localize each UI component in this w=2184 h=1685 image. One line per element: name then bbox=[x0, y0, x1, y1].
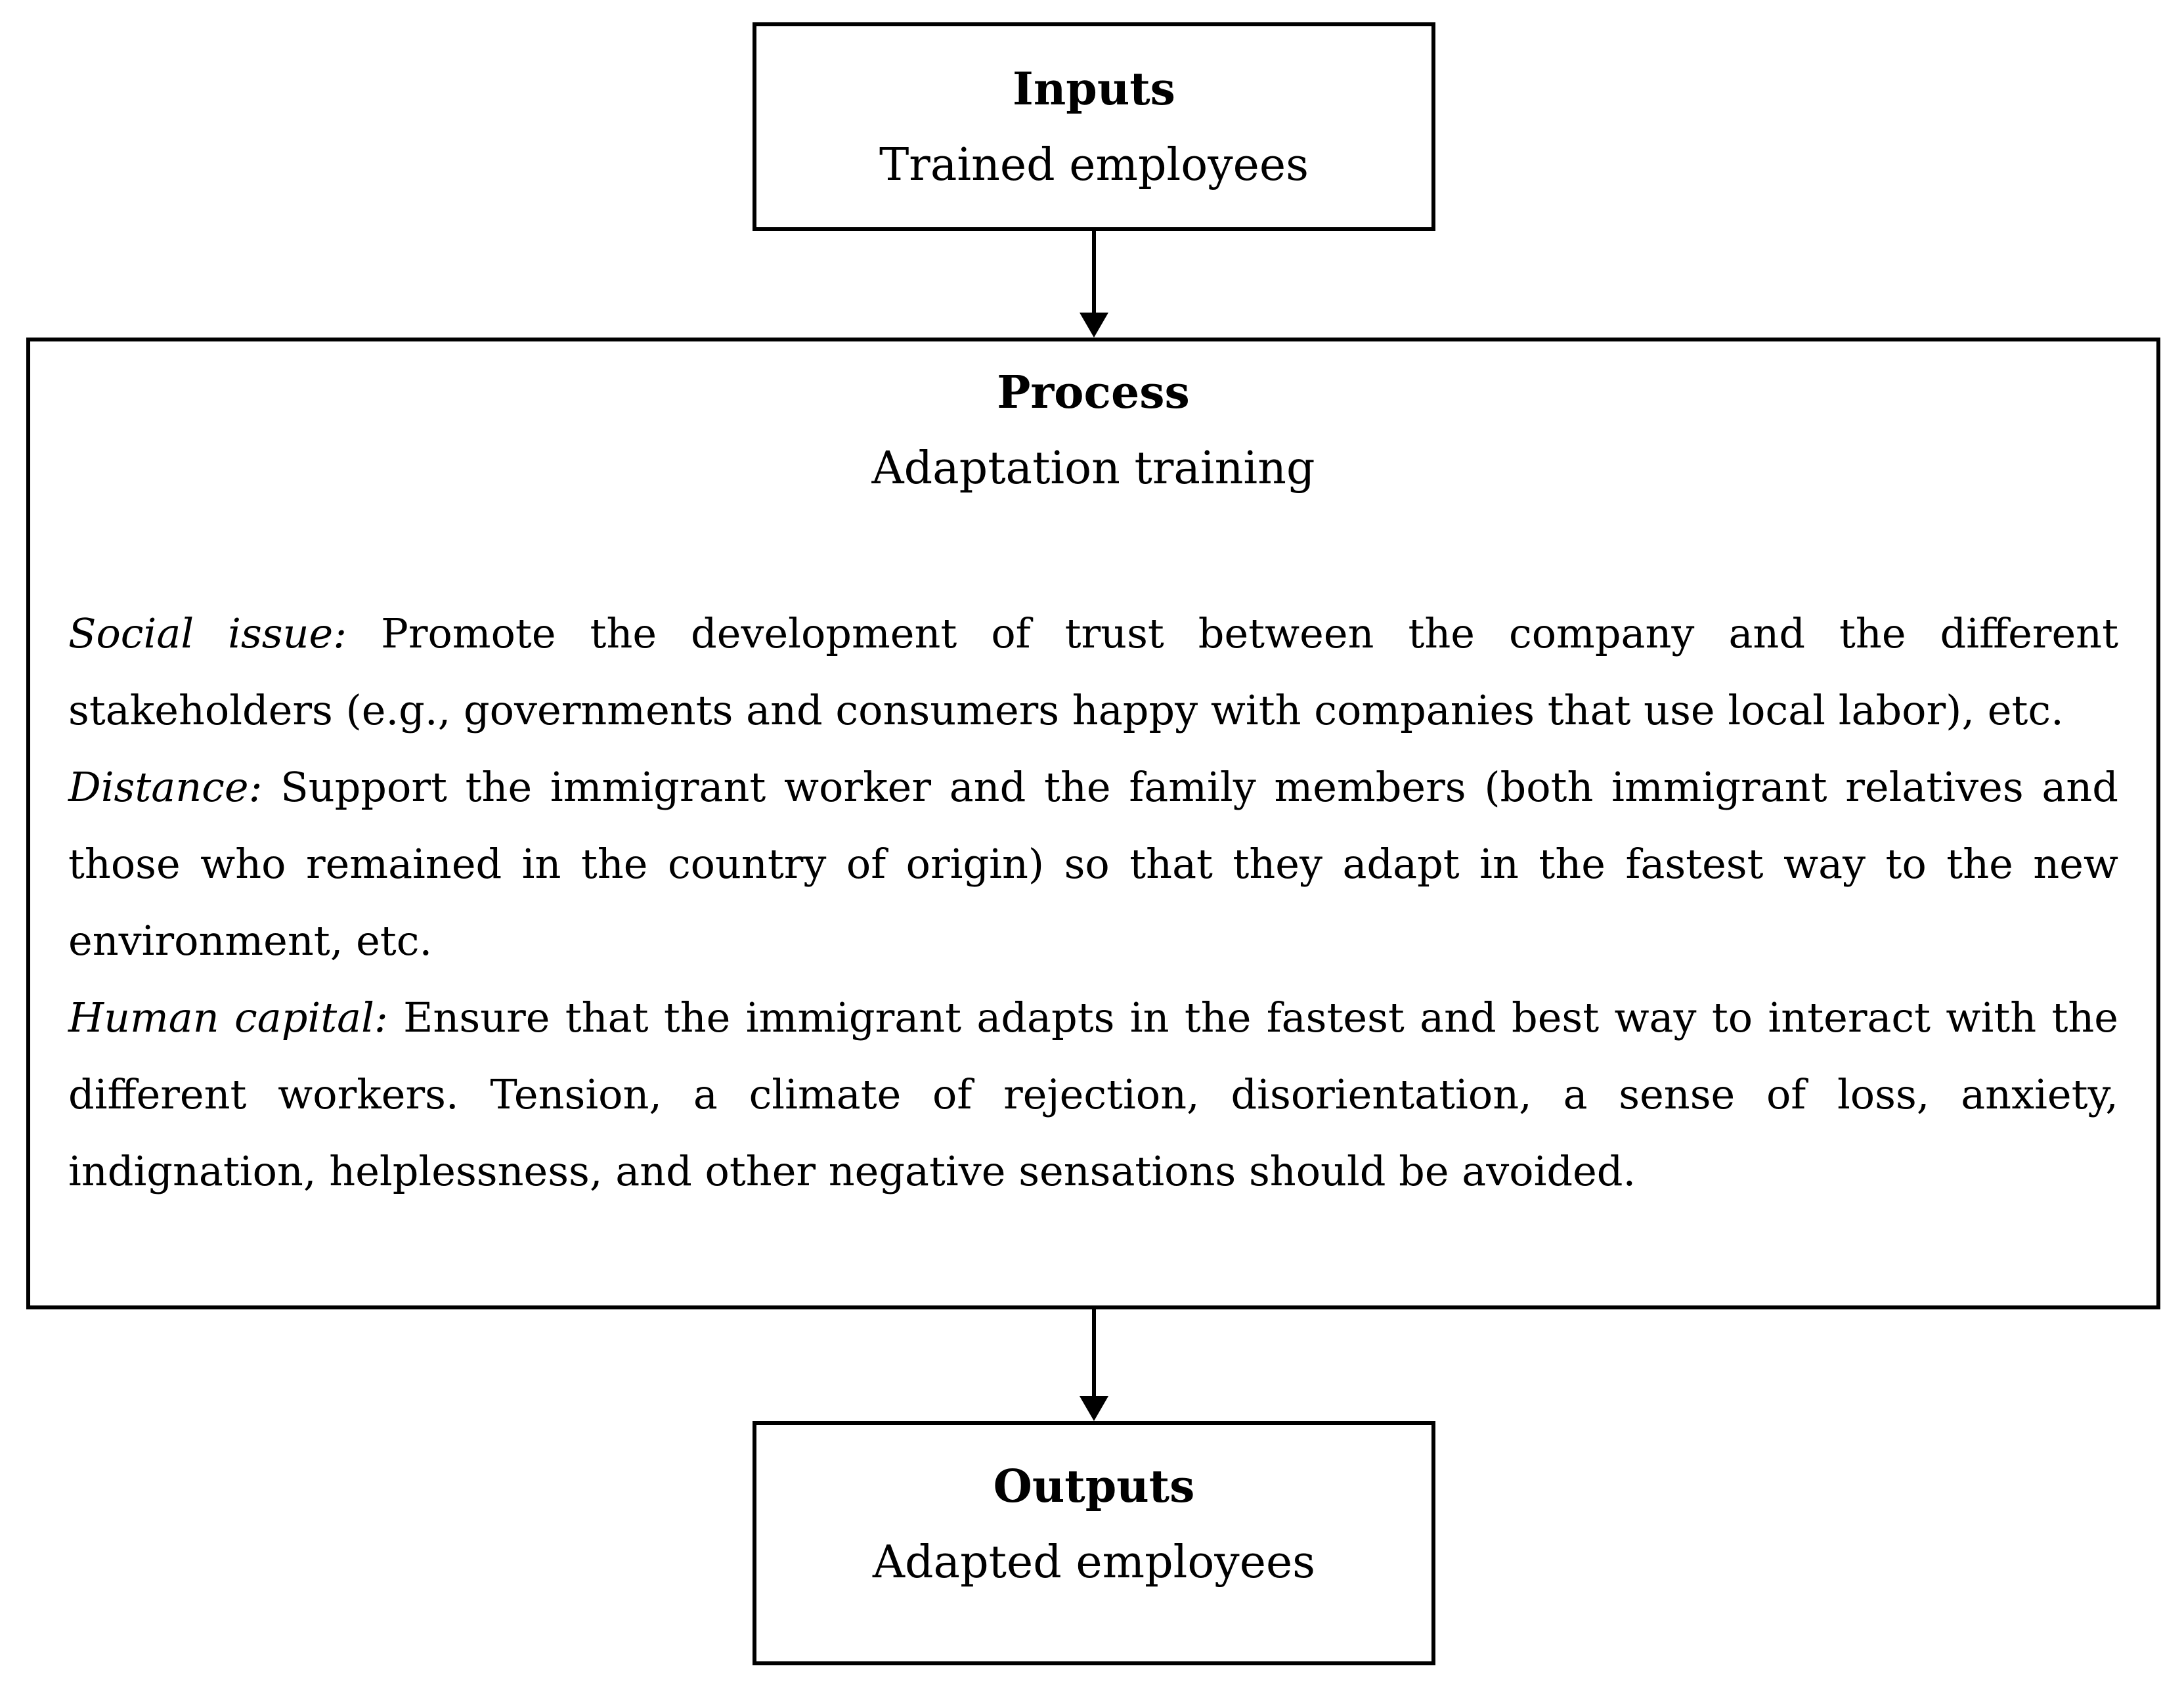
outputs-subtitle: Adapted employees bbox=[872, 1537, 1316, 1588]
process-item-social-issue bbox=[68, 595, 2118, 749]
process-item-label: Human capital: bbox=[68, 994, 388, 1041]
process-title: Process bbox=[997, 366, 1190, 419]
outputs-title: Outputs bbox=[993, 1460, 1195, 1513]
process-box bbox=[26, 338, 2160, 1309]
process-item-text: Promote the development of trust between the company and the different stakeholders (e.g., governments and consumers happy with companies that use local labor), etc. bbox=[68, 609, 2118, 734]
process-description bbox=[68, 595, 2118, 1210]
inputs-subtitle: Trained employees bbox=[879, 139, 1309, 191]
arrow-process-to-outputs bbox=[1080, 1309, 1108, 1421]
inputs-box bbox=[753, 22, 1435, 231]
outputs-box bbox=[753, 1421, 1435, 1665]
arrow-inputs-to-process bbox=[1080, 231, 1108, 338]
process-item-human-capital bbox=[68, 979, 2118, 1210]
process-item-label: Social issue: bbox=[68, 609, 347, 657]
inputs-title: Inputs bbox=[1013, 63, 1175, 116]
process-item-text: Ensure that the immigrant adapts in the fastest and best way to interact with the different workers. Tension, a climate of rejection, disorientation, a sense of loss, anxiety, indignation, helplessness, and other negative sensations should be avoided. bbox=[68, 994, 2118, 1195]
process-item-distance bbox=[68, 749, 2118, 979]
process-subtitle: Adaptation training bbox=[871, 443, 1315, 494]
process-item-label: Distance: bbox=[68, 763, 263, 811]
process-item-text: Support the immigrant worker and the family members (both immigrant relatives and those who remained in the country of origin) so that they adapt in the fastest way to the new environment, etc. bbox=[68, 763, 2118, 965]
